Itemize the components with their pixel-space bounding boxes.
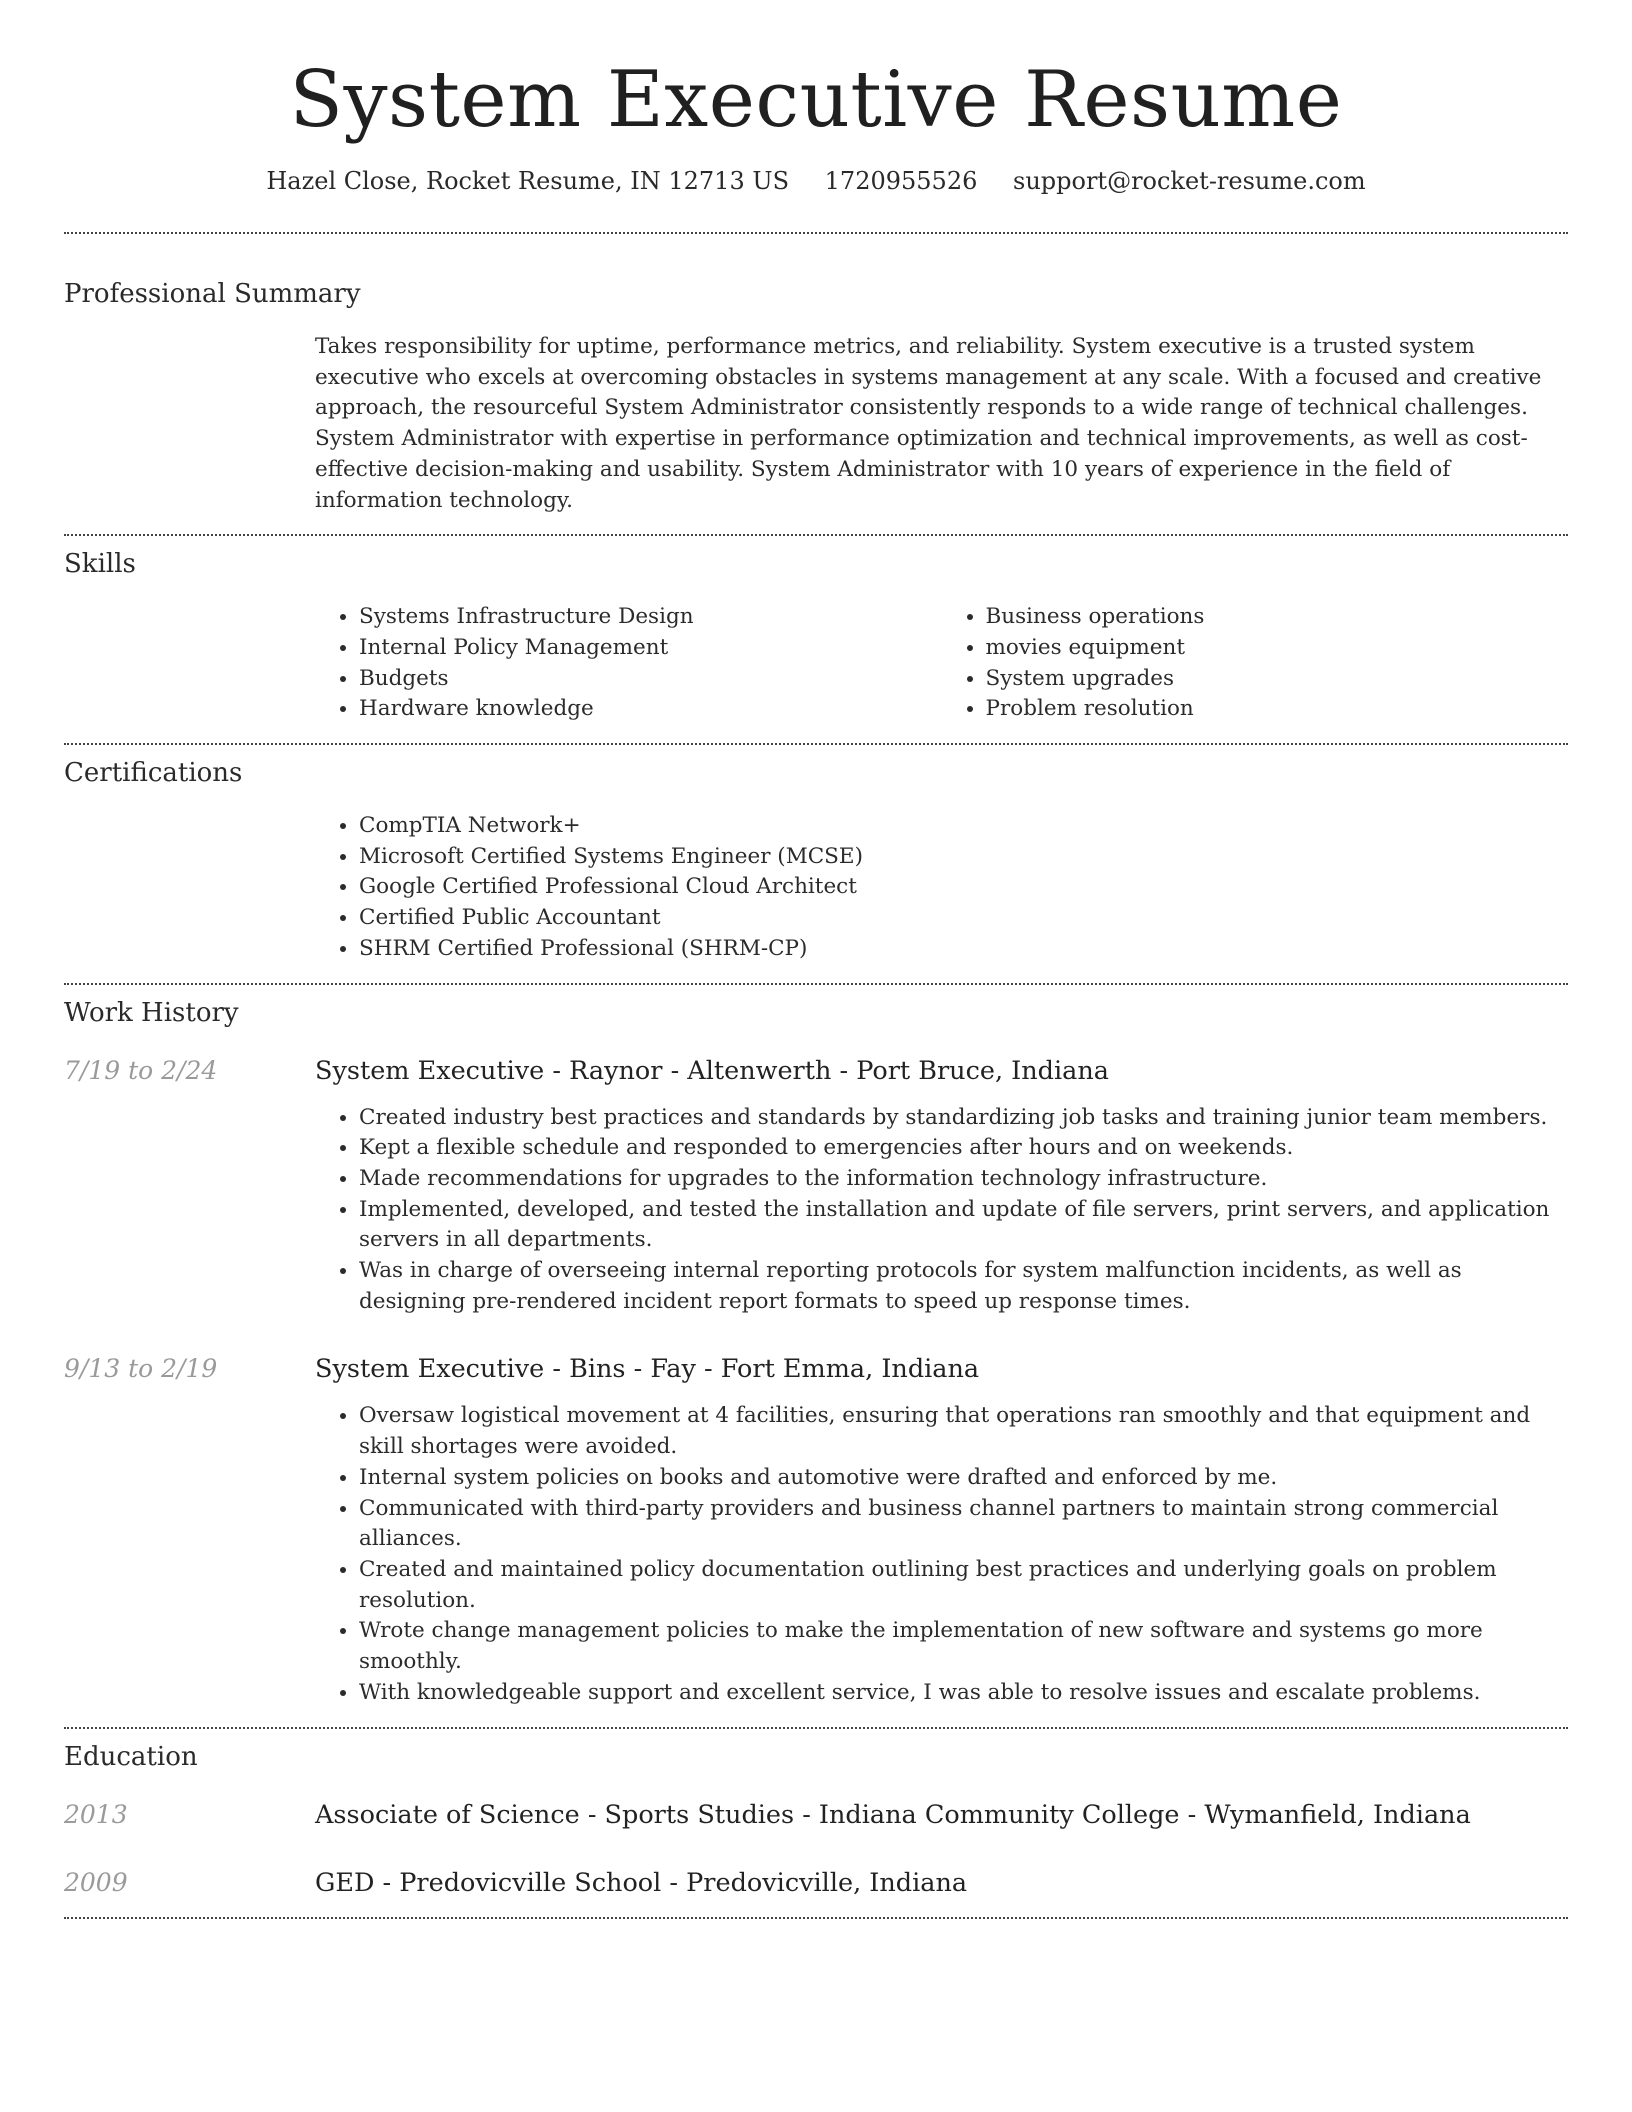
job-bullet: • Internal system policies on books and automotive were drafted and enforced by me. bbox=[359, 1463, 1568, 1494]
skill-item: • System upgrades bbox=[986, 664, 1569, 695]
job-date: 7/19 to 2/24 bbox=[64, 1055, 218, 1085]
skill-item: • movies equipment bbox=[986, 633, 1569, 664]
skill-item: • Systems Infrastructure Design bbox=[359, 602, 942, 633]
skill-item: • Internal Policy Management bbox=[359, 633, 942, 664]
job-bullet: • Kept a flexible schedule and responded to emergencies after hours and on weekends. bbox=[359, 1133, 1568, 1164]
job-bullet: • Oversaw logistical movement at 4 facilities, ensuring that operations ran smoothly and that equipment and skill shortages were avoided. bbox=[359, 1401, 1568, 1462]
divider bbox=[64, 983, 1568, 985]
job-date: 9/13 to 2/19 bbox=[64, 1354, 218, 1384]
skill-item: • Problem resolution bbox=[986, 694, 1569, 725]
divider bbox=[64, 743, 1568, 745]
job-bullet: • Wrote change management policies to make the implementation of new software and systems go more smoothly. bbox=[359, 1616, 1568, 1677]
certifications-body bbox=[315, 811, 1568, 965]
divider bbox=[64, 1917, 1568, 1919]
education-entry bbox=[64, 1867, 1568, 1899]
summary-text: Takes responsibility for uptime, performance metrics, and reliability. System executive is a trusted system executive who excels at overcoming obstacles in systems management at any scale. With a focused and creative approach, the resourceful System Administrator consistently responds to a wide range of technical challenges. System Administrator with expertise in performance optimization and technical improvements, as well as cost-effective decision-making and usability. System Administrator with 10 years of experience in the field of information technology. bbox=[315, 334, 1542, 513]
education-entry bbox=[64, 1799, 1568, 1831]
job-bullets bbox=[315, 1401, 1568, 1708]
contact-line bbox=[64, 166, 1568, 196]
section-summary bbox=[64, 278, 1568, 516]
section-title-work: Work History bbox=[64, 997, 239, 1028]
job-bullet: • Created and maintained policy documentation outlining best practices and underlying goals on problem resolution. bbox=[359, 1555, 1568, 1616]
job-details bbox=[315, 1401, 1568, 1708]
certification-item: • CompTIA Network+ bbox=[359, 811, 1568, 842]
education-title: GED - Predovicville School - Predovicville, Indiana bbox=[315, 1867, 968, 1898]
section-title-certifications: Certifications bbox=[64, 758, 243, 789]
contact-phone: 1720955526 bbox=[824, 167, 978, 195]
section-certifications bbox=[64, 757, 1568, 965]
skill-item: • Hardware knowledge bbox=[359, 694, 942, 725]
resume-title: System Executive Resume bbox=[289, 55, 1343, 145]
job-title: System Executive - Bins - Fay - Fort Emma, Indiana bbox=[315, 1354, 980, 1385]
section-skills bbox=[64, 548, 1568, 725]
contact-address: Hazel Close, Rocket Resume, IN 12713 US bbox=[266, 167, 790, 195]
certification-item: • SHRM Certified Professional (SHRM-CP) bbox=[359, 934, 1568, 965]
job-entry bbox=[64, 1055, 1568, 1318]
job-details bbox=[315, 1103, 1568, 1318]
job-bullet: • Communicated with third-party providers and business channel partners to maintain strong commercial alliances. bbox=[359, 1494, 1568, 1555]
resume-page bbox=[64, 0, 1568, 1919]
divider bbox=[64, 1727, 1568, 1729]
skills-column-right bbox=[942, 602, 1569, 725]
education-title: Associate of Science - Sports Studies - Indiana Community College - Wymanfield, Indiana bbox=[315, 1799, 1471, 1830]
education-date: 2009 bbox=[64, 1867, 128, 1897]
job-title: System Executive - Raynor - Altenwerth - Port Bruce, Indiana bbox=[315, 1055, 1109, 1086]
section-work-history bbox=[64, 997, 1568, 1709]
job-bullets bbox=[315, 1103, 1568, 1318]
section-title-summary: Professional Summary bbox=[64, 279, 361, 309]
certification-item: • Certified Public Accountant bbox=[359, 903, 1568, 934]
divider bbox=[64, 534, 1568, 536]
job-bullet: • Was in charge of overseeing internal reporting protocols for system malfunction incidents, as well as designing pre-rendered incident report formats to speed up response times. bbox=[359, 1256, 1568, 1317]
section-education bbox=[64, 1741, 1568, 1899]
section-title-skills: Skills bbox=[64, 549, 136, 580]
skills-list bbox=[315, 602, 1568, 725]
divider bbox=[64, 232, 1568, 234]
certification-item: • Microsoft Certified Systems Engineer (MCSE) bbox=[359, 842, 1568, 873]
job-bullet: • Implemented, developed, and tested the installation and update of file servers, print servers, and application servers in all departments. bbox=[359, 1195, 1568, 1256]
job-bullet: • Made recommendations for upgrades to the information technology infrastructure. bbox=[359, 1164, 1568, 1195]
job-bullet: • With knowledgeable support and excellent service, I was able to resolve issues and escalate problems. bbox=[359, 1678, 1568, 1709]
job-bullet: • Created industry best practices and standards by standardizing job tasks and training junior team members. bbox=[359, 1103, 1568, 1134]
section-title-education: Education bbox=[64, 1741, 198, 1772]
contact-email: support@rocket-resume.com bbox=[1013, 167, 1366, 195]
certifications-list bbox=[315, 811, 1568, 965]
certification-item: • Google Certified Professional Cloud Architect bbox=[359, 872, 1568, 903]
education-date: 2013 bbox=[64, 1799, 128, 1829]
skill-item: • Budgets bbox=[359, 664, 942, 695]
skills-column-left bbox=[315, 602, 942, 725]
skill-item: • Business operations bbox=[986, 602, 1569, 633]
job-entry bbox=[64, 1353, 1568, 1708]
